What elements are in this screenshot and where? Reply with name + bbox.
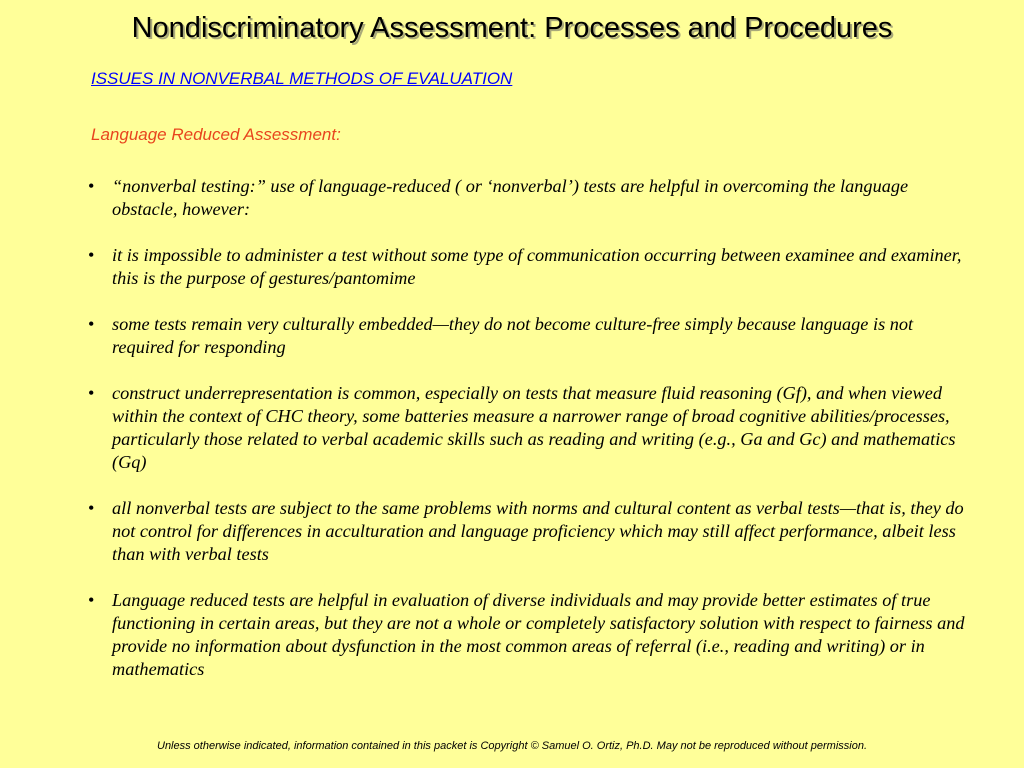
bullet-icon: • <box>88 176 95 196</box>
bullet-item-communication <box>86 244 968 290</box>
bullet-icon: • <box>88 498 95 518</box>
bullet-text: Language reduced tests are helpful in evaluation of diverse individuals and may provide better estimates of true functioning in certain areas, but they are not a whole or completely satisfactory solution with respect to fairness and provide no information about dysfunction in the most common areas of referral (i.e., reading and writing) or in mathematics <box>112 590 965 679</box>
copyright-footer: Unless otherwise indicated, information contained in this packet is Copyright © Samuel O. Ortiz, Ph.D. May not be reproduced without permission. <box>157 740 867 752</box>
bullet-icon: • <box>88 314 95 334</box>
section-heading-link[interactable]: ISSUES IN NONVERBAL METHODS OF EVALUATION <box>91 69 513 88</box>
slide-title: Nondiscriminatory Assessment: Processes and Procedures <box>131 12 893 44</box>
bullet-text: all nonverbal tests are subject to the same problems with norms and cultural content as verbal tests—that is, they do not control for differences in acculturation and language proficiency which may still affect performance, albeit less than with verbal tests <box>112 498 964 564</box>
bullet-text: “nonverbal testing:” use of language-reduced ( or ‘nonverbal’) tests are helpful in overcoming the language obstacle, however: <box>112 176 909 219</box>
bullet-text: it is impossible to administer a test without some type of communication occurring between examinee and examiner, this is the purpose of gestures/pantomime <box>112 245 962 288</box>
bullet-item-construct-underrepresentation <box>86 382 968 474</box>
sub-heading: Language Reduced Assessment: <box>91 125 341 144</box>
bullet-item-cultural-embedding <box>86 313 968 359</box>
bullet-item-nonverbal-testing <box>86 175 968 221</box>
bullet-icon: • <box>88 245 95 265</box>
bullet-icon: • <box>88 383 95 403</box>
bullet-text: construct underrepresentation is common, especially on tests that measure fluid reasoning (Gf), and when viewed within the context of CHC theory, some batteries measure a narrower range of broad cognitive abilities/processes, particularly those related to verbal academic skills such as reading and writing (e.g., Ga and Gc) and mathematics (Gq) <box>112 383 956 472</box>
bullet-item-language-reduced-tests <box>86 589 968 681</box>
bullet-item-norms-cultural-content <box>86 497 968 566</box>
bullet-icon: • <box>88 590 95 610</box>
bullet-list <box>86 175 968 704</box>
bullet-text: some tests remain very culturally embedded—they do not become culture-free simply because language is not required for responding <box>112 314 914 357</box>
